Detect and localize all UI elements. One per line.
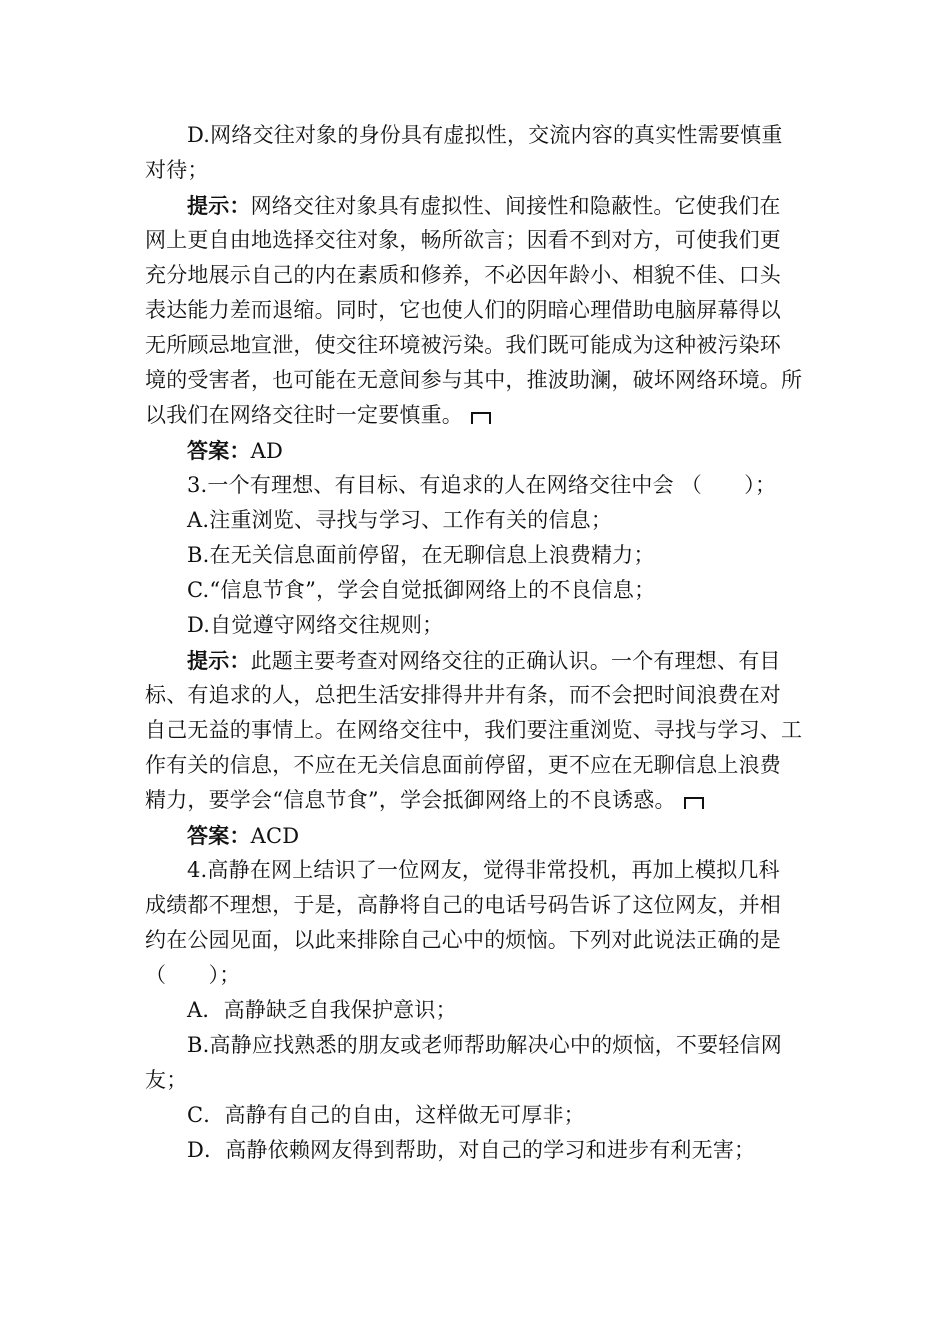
hint-label: 提示： [187,648,251,673]
answer-label: 答案： [187,438,251,463]
hint-label: 提示： [187,193,251,218]
question-3-option-d: D.自觉遵守网络交往规则； [187,613,444,637]
question-3-option-b: B.在无关信息面前停留，在无聊信息上浪费精力； [187,543,655,567]
hint-paragraph-1-line: 无所顾忌地宣泄，使交往环境被污染。我们既可能成为这种被污染环 [145,333,781,357]
question-4: 4.高静在网上结识了一位网友，觉得非常投机，再加上模拟几科 [187,858,780,882]
hint-paragraph-2-line: 标、有追求的人，总把生活安排得井井有条，而不会把时间浪费在对 [145,683,781,707]
hint-paragraph-1-end: 以我们在网络交往时一定要慎重。 [145,398,810,433]
question-3-option-a: A.注重浏览、寻找与学习、工作有关的信息； [187,508,613,532]
document-body [145,118,810,1168]
answer-label: 答案： [187,823,251,848]
option-d-line: D.网络交往对象的身份具有虚拟性，交流内容的真实性需要慎重 [187,123,783,147]
hint-paragraph-1-line: 境的受害者，也可能在无意间参与其中，推波助澜，破坏网络环境。所 [145,368,803,392]
hint-paragraph-2-line: 自己无益的事情上。在网络交往中，我们要注重浏览、寻找与学习、工 [145,718,803,742]
option-d-continuation: 对待； [145,158,209,182]
paragraph-mark-icon [684,797,704,809]
hint-paragraph-1-line: 表达能力差而退缩。同时，它也使人们的阴暗心理借助电脑屏幕得以 [145,298,781,322]
answer-line-2: 答案：AD [187,438,284,463]
hint-paragraph-2: 提示：此题主要考查对网络交往的正确认识。一个有理想、有目 [187,648,781,673]
hint-paragraph-1-line: 网上更自由地选择交往对象，畅所欲言；因看不到对方，可使我们更 [145,228,781,252]
answer-line-3: 答案：ACD [187,823,300,848]
question-4-option-c: C．高静有自己的自由，这样做无可厚非； [187,1103,585,1127]
question-4-option-d: D．高静依赖网友得到帮助，对自己的学习和进步有利无害； [187,1138,756,1162]
question-4-option-b-continuation: 友； [145,1068,188,1092]
hint-paragraph-2-line: 作有关的信息，不应在无关信息面前停留，更不应在无聊信息上浪费 [145,753,781,777]
question-4-option-b: B.高静应找熟悉的朋友或老师帮助解决心中的烦恼，不要轻信网 [187,1033,782,1057]
hint-paragraph-2-end: 精力，要学会“信息节食”，学会抵御网络上的不良诱惑。 [145,783,810,818]
question-4-line: （ ）； [145,963,241,987]
hint-paragraph-1: 提示：网络交往对象具有虚拟性、间接性和隐蔽性。它使我们在 [187,193,781,218]
question-4-option-a: A．高静缺乏自我保护意识； [187,998,457,1022]
paragraph-mark-icon [471,412,491,424]
question-3: 3.一个有理想、有目标、有追求的人在网络交往中会 （ ）； [187,473,777,497]
hint-paragraph-1-line: 充分地展示自己的内在素质和修养，不必因年龄小、相貌不佳、口头 [145,263,781,287]
question-3-option-c: C.“信息节食”，学会自觉抵御网络上的不良信息； [187,578,656,602]
question-4-line: 约在公园见面，以此来排除自己心中的烦恼。下列对此说法正确的是 [145,928,781,952]
question-4-line: 成绩都不理想，于是，高静将自己的电话号码告诉了这位网友，并相 [145,893,781,917]
